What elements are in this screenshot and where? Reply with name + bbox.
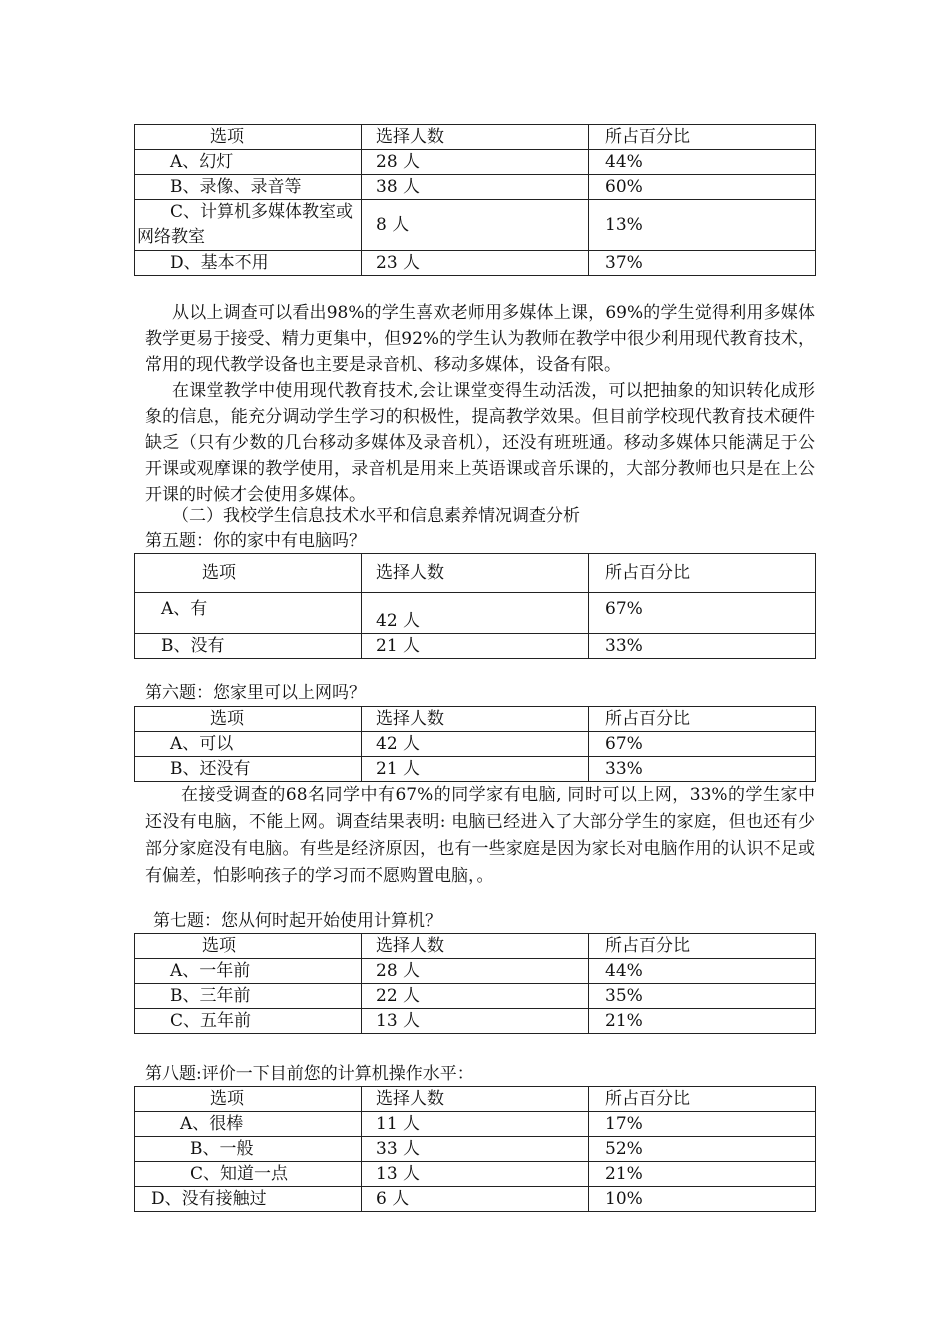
table-row xyxy=(135,1187,816,1212)
header-count: 选择人数 xyxy=(362,707,589,732)
table-row xyxy=(135,634,816,659)
count-cell: 33 人 xyxy=(362,1137,589,1162)
count-cell: 8 人 xyxy=(362,200,589,251)
q5-table xyxy=(134,553,816,659)
section-heading: （二）我校学生信息技术水平和信息素养情况调查分析 xyxy=(172,506,580,526)
option-cell: A、有 xyxy=(135,593,362,634)
percent-cell: 33% xyxy=(589,634,816,659)
table-row xyxy=(135,959,816,984)
table-row xyxy=(135,200,816,251)
percent-cell: 67% xyxy=(589,732,816,757)
table-header-row xyxy=(135,934,816,959)
count-cell: 13 人 xyxy=(362,1009,589,1034)
count-cell: 23 人 xyxy=(362,251,589,276)
header-percent: 所占百分比 xyxy=(589,1087,816,1112)
paragraph-1 xyxy=(145,300,815,378)
table-header-row xyxy=(135,1087,816,1112)
header-percent: 所占百分比 xyxy=(589,934,816,959)
option-cell: A、幻灯 xyxy=(135,150,362,175)
table-row xyxy=(135,984,816,1009)
header-count: 选择人数 xyxy=(362,554,589,593)
header-percent: 所占百分比 xyxy=(589,554,816,593)
percent-cell: 44% xyxy=(589,150,816,175)
option-cell: B、还没有 xyxy=(135,757,362,782)
count-cell: 28 人 xyxy=(362,150,589,175)
paragraph-3 xyxy=(145,782,815,890)
percent-cell: 67% xyxy=(589,593,816,634)
table-row xyxy=(135,732,816,757)
header-option: 选项 xyxy=(135,1087,362,1112)
option-cell: A、可以 xyxy=(135,732,362,757)
table-header-row xyxy=(135,707,816,732)
header-count: 选择人数 xyxy=(362,125,589,150)
count-cell: 28 人 xyxy=(362,959,589,984)
percent-cell: 60% xyxy=(589,175,816,200)
option-cell: B、录像、录音等 xyxy=(135,175,362,200)
table-row xyxy=(135,1137,816,1162)
table-row xyxy=(135,251,816,276)
percent-cell: 33% xyxy=(589,757,816,782)
option-cell xyxy=(135,200,362,251)
header-count: 选择人数 xyxy=(362,1087,589,1112)
count-cell: 13 人 xyxy=(362,1162,589,1187)
paragraph-3-text: 在接受调查的68名同学中有67%的同学家有电脑, 同时可以上网，33%的学生家中还没有电脑，不能上网。调查结果表明: 电脑已经进入了大部分学生的家庭，但也还有少部分家庭没有电脑。有些是经济原因，也有一些家庭是因为家长对电脑作用的认识不足或有偏差，怕影响孩子的学习而不愿购置电脑，。 xyxy=(145,785,815,886)
header-option: 选项 xyxy=(135,125,362,150)
media-usage-table xyxy=(134,124,816,276)
count-cell: 22 人 xyxy=(362,984,589,1009)
table-row xyxy=(135,757,816,782)
percent-cell: 10% xyxy=(589,1187,816,1212)
header-count: 选择人数 xyxy=(362,934,589,959)
paragraph-2 xyxy=(145,378,815,508)
header-percent: 所占百分比 xyxy=(589,707,816,732)
count-cell: 38 人 xyxy=(362,175,589,200)
option-cell: B、一般 xyxy=(135,1137,362,1162)
percent-cell: 21% xyxy=(589,1009,816,1034)
table-header-row xyxy=(135,554,816,593)
table-row xyxy=(135,1162,816,1187)
table-row xyxy=(135,175,816,200)
percent-cell: 44% xyxy=(589,959,816,984)
percent-cell: 52% xyxy=(589,1137,816,1162)
question-5-title: 第五题：你的家中有电脑吗？ xyxy=(145,531,366,551)
option-text: C、计算机多媒体教室或网络教室 xyxy=(137,202,354,247)
option-cell: C、知道一点 xyxy=(135,1162,362,1187)
percent-cell: 37% xyxy=(589,251,816,276)
header-option: 选项 xyxy=(135,707,362,732)
header-option: 选项 xyxy=(135,554,362,593)
table-header-row xyxy=(135,125,816,150)
header-option: 选项 xyxy=(135,934,362,959)
percent-cell: 17% xyxy=(589,1112,816,1137)
percent-cell: 21% xyxy=(589,1162,816,1187)
option-cell: A、一年前 xyxy=(135,959,362,984)
table-row xyxy=(135,1009,816,1034)
count-cell: 42 人 xyxy=(362,732,589,757)
count-cell: 21 人 xyxy=(362,634,589,659)
option-cell: B、没有 xyxy=(135,634,362,659)
header-percent: 所占百分比 xyxy=(589,125,816,150)
table-row xyxy=(135,593,816,634)
q8-table xyxy=(134,1086,816,1212)
option-cell: D、基本不用 xyxy=(135,251,362,276)
option-cell: C、五年前 xyxy=(135,1009,362,1034)
question-6-title: 第六题：您家里可以上网吗？ xyxy=(145,683,366,703)
table-row xyxy=(135,150,816,175)
q6-table xyxy=(134,706,816,782)
option-cell: A、很棒 xyxy=(135,1112,362,1137)
percent-cell: 13% xyxy=(589,200,816,251)
question-8-title: 第八题:评价一下目前您的计算机操作水平： xyxy=(145,1064,474,1084)
count-cell: 21 人 xyxy=(362,757,589,782)
count-cell: 42 人 xyxy=(362,593,589,634)
percent-cell: 35% xyxy=(589,984,816,1009)
question-7-title: 第七题：您从何时起开始使用计算机？ xyxy=(153,911,442,931)
count-cell: 11 人 xyxy=(362,1112,589,1137)
paragraph-1-text: 从以上调查可以看出98%的学生喜欢老师用多媒体上课，69%的学生觉得利用多媒体教学更易于接受、精力更集中，但92%的学生认为教师在教学中很少利用现代教育技术，常用的现代教学设备也主要是录音机、移动多媒体，设备有限。 xyxy=(145,303,815,375)
paragraph-2-text: 在课堂教学中使用现代教育技术,会让课堂变得生动活泼，可以把抽象的知识转化成形象的信息，能充分调动学生学习的积极性，提高教学效果。但目前学校现代教育技术硬件缺乏（只有少数的几台移动多媒体及录音机），还没有班班通。移动多媒体只能满足于公开课或观摩课的教学使用，录音机是用来上英语课或音乐课的，大部分教师也只是在上公开课的时候才会使用多媒体。 xyxy=(145,381,815,505)
option-cell: B、三年前 xyxy=(135,984,362,1009)
option-cell: D、没有接触过 xyxy=(135,1187,362,1212)
table-row xyxy=(135,1112,816,1137)
count-cell: 6 人 xyxy=(362,1187,589,1212)
q7-table xyxy=(134,933,816,1034)
